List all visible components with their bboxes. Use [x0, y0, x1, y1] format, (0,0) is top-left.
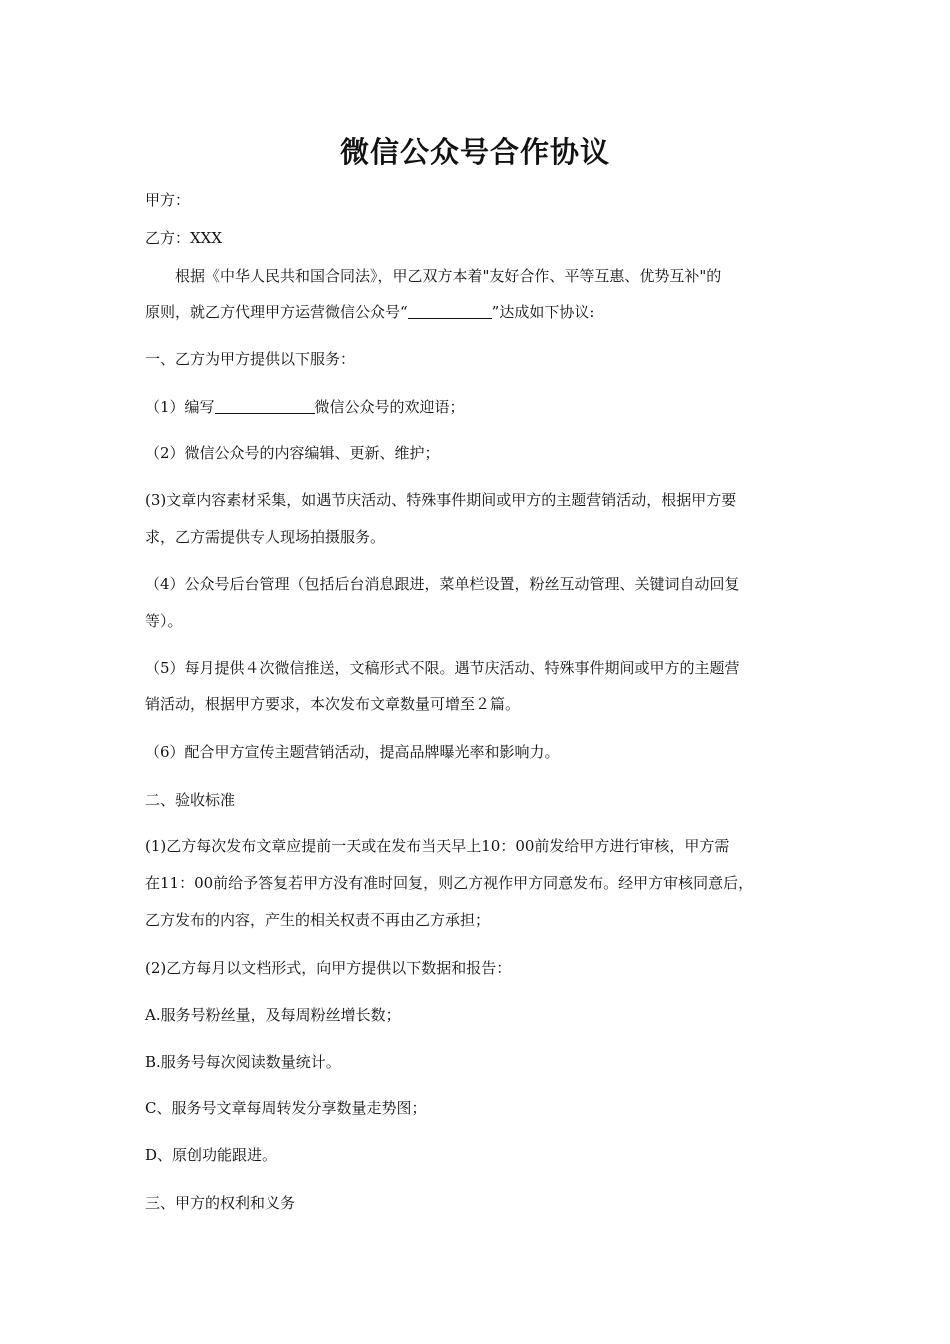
section-3-heading: 三、甲方的权利和义务	[145, 1194, 296, 1212]
service-item-4-line-1: （4）公众号后台管理（包括后台消息跟进，菜单栏设置，粉丝互动管理、关键词自动回复	[145, 575, 740, 593]
intro-line-2-end: ”达成如下协议:	[491, 303, 595, 321]
service-item-1-end: 微信公众号的欢迎语；	[314, 398, 465, 416]
report-item-b: B.服务号每次阅读数量统计。	[145, 1053, 341, 1071]
welcome-name-blank	[215, 397, 315, 414]
acceptance-item-1-line-1: (1)乙方每次发布文章应提前一天或在发布当天早上10：00前发给甲方进行审核，甲方需	[145, 837, 730, 855]
report-item-c: C、服务号文章每周转发分享数量走势图；	[145, 1099, 427, 1117]
service-item-1-start: （1）编写	[145, 398, 215, 416]
service-item-3-line-1: (3)文章内容素材采集，如遇节庆活动、特殊事件期间或甲方的主题营销活动，根据甲方要	[145, 491, 737, 509]
service-item-1	[145, 395, 825, 419]
service-item-5-line-2: 销活动，根据甲方要求，本次发布文章数量可增至２篇。	[145, 695, 521, 713]
party-a-line: 甲方：	[145, 191, 191, 209]
service-item-5-line-1: （5）每月提供４次微信推送，文稿形式不限。遇节庆活动、特殊事件期间或甲方的主题营	[145, 659, 740, 677]
section-1-heading: 一、乙方为甲方提供以下服务：	[145, 350, 356, 368]
acceptance-item-1-line-2: 在11：00前给予答复若甲方没有准时回复，则乙方视作甲方同意发布。经甲方审核同意后，	[145, 874, 754, 892]
acceptance-item-1-line-3: 乙方发布的内容，产生的相关权责不再由乙方承担；	[145, 911, 491, 929]
section-2-heading: 二、验收标准	[145, 791, 236, 809]
service-item-4-line-2: 等）。	[145, 612, 183, 630]
party-b-line: 乙方：XXX	[145, 229, 223, 247]
acceptance-item-2: (2)乙方每月以文档形式，向甲方提供以下数据和报告：	[145, 959, 512, 977]
intro-line-2-start: 原则，就乙方代理甲方运营微信公众号“	[145, 303, 408, 321]
intro-line-2	[145, 300, 825, 324]
service-item-3-line-2: 求，乙方需提供专人现场拍摄服务。	[145, 528, 386, 546]
report-item-d: D、原创功能跟进。	[145, 1146, 278, 1164]
document-title: 微信公众号合作协议	[339, 135, 610, 169]
service-item-6: （6）配合甲方宣传主题营销活动，提高品牌曝光率和影响力。	[145, 743, 560, 761]
report-item-a: A.服务号粉丝量，及每周粉丝增长数；	[145, 1006, 401, 1024]
account-name-blank	[408, 302, 492, 319]
intro-line-1: 根据《中华人民共和国合同法》，甲乙双方本着"友好合作、平等互惠、优势互补"的	[175, 267, 722, 285]
service-item-2: （2）微信公众号的内容编辑、更新、维护；	[145, 444, 440, 462]
